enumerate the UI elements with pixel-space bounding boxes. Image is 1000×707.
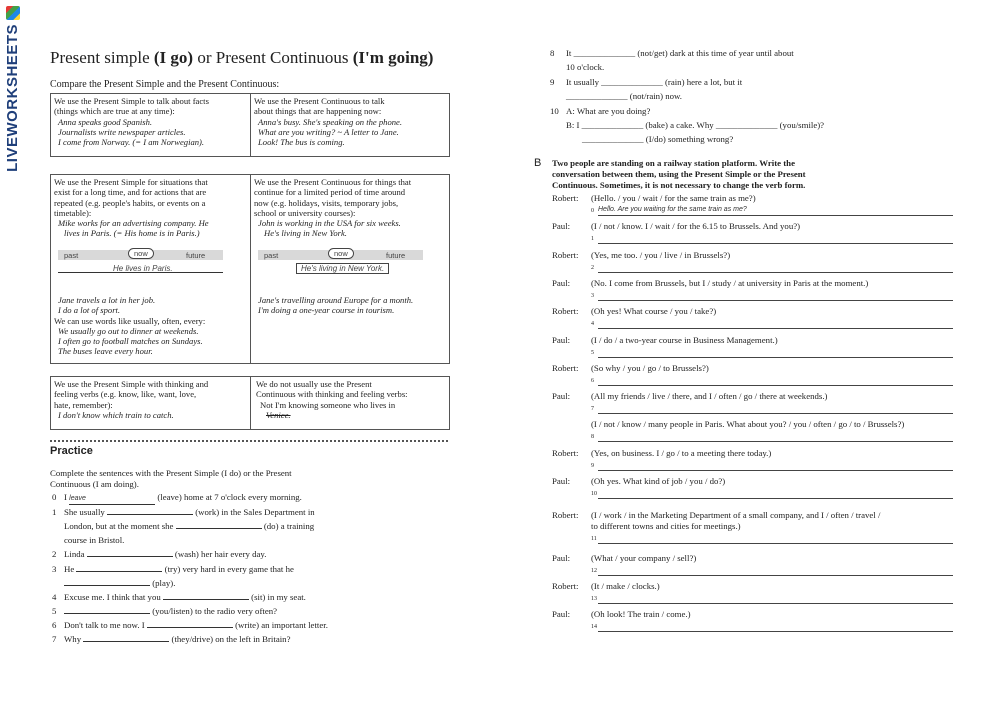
dialogue-cue — [591, 553, 951, 564]
exercise-a-item — [52, 606, 364, 617]
answer-number: 12 — [591, 568, 597, 574]
speaker-label: Paul: — [552, 278, 571, 288]
dialogue-cue — [591, 581, 951, 592]
exercise-a-instructions: Complete the sentences with the Present Simple (I do) or the Present Continuous (I am doing). — [50, 468, 292, 489]
box3-left: We use the Present Simple with thinking and feeling verbs (e.g. know, like, want, love, hate, remember): I don't know which train to catch. — [54, 379, 209, 420]
answer-blank[interactable] — [107, 514, 193, 515]
dialogue-cue — [591, 476, 951, 487]
cue-text: (Oh yes! What course / you / take?) — [591, 306, 717, 316]
dialogue-cue — [591, 391, 951, 402]
speaker-label: Paul: — [552, 335, 571, 345]
answer-number: 6 — [591, 378, 594, 384]
exercise-a-item — [566, 62, 946, 73]
answer-line[interactable] — [598, 566, 953, 576]
timeline-right: past now future He's living in New York. — [258, 248, 428, 280]
answer-line[interactable] — [598, 622, 953, 632]
item-text: (leave) home at 7 o'clock every morning. — [155, 492, 302, 502]
speaker-label: Robert: — [552, 448, 579, 458]
speaker-label: Robert: — [552, 250, 579, 260]
answer-line[interactable] — [598, 404, 953, 414]
item-number: 9 — [550, 77, 555, 87]
item-text: Don't talk to me now. I — [64, 620, 147, 630]
answer-line[interactable] — [598, 432, 953, 442]
speaker-label: Paul: — [552, 476, 571, 486]
item-number: 4 — [52, 592, 57, 602]
item-text: A: What are you doing? — [566, 106, 651, 116]
item-text: ______________ (I/do) something wrong? — [582, 134, 734, 144]
answer-line[interactable] — [598, 461, 953, 471]
answer-number: 14 — [591, 624, 597, 630]
item-text: 10 o'clock. — [566, 62, 605, 72]
dialogue-cue — [591, 250, 951, 261]
cue-text: (I / not / know. I / wait / for the 6.15 to Brussels. And you?) — [591, 221, 801, 231]
item-text: Excuse me. I think that you — [64, 592, 163, 602]
dialogue-cue — [591, 363, 951, 374]
item-number: 1 — [52, 507, 57, 517]
answer-blank[interactable] — [147, 627, 233, 628]
answer-blank[interactable] — [64, 613, 150, 614]
answer-line[interactable] — [598, 319, 953, 329]
brand-name: LIVEWORKSHEETS — [4, 24, 21, 172]
dialogue-cue — [591, 609, 951, 620]
dialogue-cue — [591, 335, 951, 346]
answer-number: 9 — [591, 463, 594, 469]
exercise-a-item — [550, 106, 946, 117]
cue-text: (Oh yes. What kind of job / you / do?) — [591, 476, 726, 486]
answer-line[interactable] — [598, 234, 953, 244]
item-text: London, but at the moment she — [64, 521, 176, 531]
dialogue-cue — [591, 419, 951, 430]
cue-text: (All my friends / live / there, and I / often / go / there at weekends.) — [591, 391, 828, 401]
liveworksheets-logo — [4, 6, 24, 206]
answer-number: 3 — [591, 293, 594, 299]
answer-line[interactable] — [598, 594, 953, 604]
speaker-label: Paul: — [552, 221, 571, 231]
answer-blank[interactable] — [87, 556, 173, 557]
item-text: (sit) in my seat. — [248, 592, 306, 602]
speaker-label: Robert: — [552, 306, 579, 316]
dialogue-cue — [591, 510, 951, 532]
exercise-a-item — [64, 578, 364, 589]
item-text: Linda — [64, 549, 87, 559]
answer-line[interactable] — [598, 263, 953, 273]
item-number: 0 — [52, 492, 57, 502]
cue-text: (Yes, me too. / you / live / in Brussels?) — [591, 250, 731, 260]
item-text: (write) an important letter. — [232, 620, 328, 630]
answer-blank[interactable] — [83, 641, 169, 642]
item-text: (they/drive) on the left in Britain? — [169, 634, 291, 644]
answer-number: 11 — [591, 536, 597, 542]
item-number: 2 — [52, 549, 57, 559]
exercise-a-item — [52, 634, 364, 645]
section-b-letter: B — [534, 157, 542, 169]
item-number: 10 — [550, 106, 559, 116]
speaker-label: Robert: — [552, 581, 579, 591]
speaker-label: Paul: — [552, 609, 571, 619]
item-text: (try) very hard in every game that he — [162, 564, 294, 574]
answer-number: 0 — [591, 208, 594, 214]
cue-text: (What / your company / sell?) — [591, 553, 697, 563]
item-number: 7 — [52, 634, 57, 644]
page-title: Present simple (I go) or Present Continuous (I'm going) — [50, 48, 434, 67]
compare-subtitle: Compare the Present Simple and the Present Continuous: — [50, 79, 280, 90]
speaker-label: Paul: — [552, 553, 571, 563]
answer-line[interactable] — [598, 376, 953, 386]
item-text: (work) in the Sales Department in — [193, 507, 315, 517]
box3-right: We do not usually use the Present Continuous with thinking and feeling verbs: Not I'm knowing someone who lives in Venice. — [256, 379, 408, 420]
answer-number: 1 — [591, 236, 594, 242]
cue-text: (I / work / in the Marketing Department of a small company, and I / often / travel / — [591, 510, 881, 520]
cue-text: to different towns and cities for meetings.) — [591, 521, 741, 531]
exercise-a-item — [566, 120, 946, 131]
answer-blank[interactable] — [176, 528, 262, 529]
cue-text: (I / not / know / many people in Paris. What about you? / you / often / go / to / Brussels?) — [591, 419, 905, 429]
cue-text: (Yes, on business. I / go / to a meeting there today.) — [591, 448, 772, 458]
exercise-a-item — [550, 77, 946, 88]
box1-left: We use the Present Simple to talk about facts (things which are true at any time): Anna speaks good Spanish. Journalists write newspaper articles. I come from Norway. (= I am Norwegian). — [54, 96, 209, 148]
answer-line[interactable] — [598, 348, 953, 358]
exercise-a-item — [52, 592, 364, 603]
item-number: 5 — [52, 606, 57, 616]
answer-line[interactable] — [598, 489, 953, 499]
box2-right: We use the Present Continuous for things that continue for a limited period of time around now (e.g. holidays, visits, temporary jobs, school or university courses): John is working in the USA for six weeks. He's living in New York. — [254, 177, 412, 239]
item-text: It usually ______________ (rain) here a lot, but it — [566, 77, 743, 87]
item-text: (you/listen) to the radio very often? — [150, 606, 278, 616]
answer-number: 13 — [591, 596, 597, 602]
item-number: 6 — [52, 620, 57, 630]
answer-number: 8 — [591, 434, 594, 440]
exercise-a-item — [52, 507, 364, 518]
cue-text: (I / do / a two-year course in Business Management.) — [591, 335, 778, 345]
exercise-a-item — [550, 48, 946, 59]
item-text: She usually — [64, 507, 108, 517]
speaker-label: Paul: — [552, 391, 571, 401]
item-number: 8 — [550, 48, 555, 58]
item-text: ______________ (not/rain) now. — [566, 91, 682, 101]
answer-number: 10 — [591, 491, 597, 497]
dialogue-cue — [591, 448, 951, 459]
timeline-left: past now future He lives in Paris. — [58, 248, 228, 280]
item-text: I — [64, 492, 70, 502]
item-text: (do) a training — [261, 521, 315, 531]
item-text: B: I ______________ (bake) a cake. Why ______________ (you/smile)? — [566, 120, 825, 130]
section-b-instructions: Two people are standing on a railway station platform. Write the conversation between them, using the Present Simple or the Present Continuous. Sometimes, it is not necessary to change the verb form. — [552, 158, 806, 190]
speaker-label: Robert: — [552, 193, 579, 203]
answer-line[interactable] — [598, 291, 953, 301]
exercise-a-item — [52, 564, 364, 575]
answer-number: 2 — [591, 265, 594, 271]
item-text: It ______________ (not/get) dark at this time of year until about — [566, 48, 794, 58]
answer-number: 4 — [591, 321, 594, 327]
dialogue-cue — [591, 278, 951, 289]
item-text: course in Bristol. — [64, 535, 125, 545]
dialogue-cue — [591, 193, 951, 204]
box1-right: We use the Present Continuous to talk about things that are happening now: Anna's busy. She's speaking on the phone. What are you writing? ~ A letter to Jane. Look! The bus is coming. — [254, 96, 403, 148]
cue-text: (It / make / clocks.) — [591, 581, 660, 591]
item-text: He — [64, 564, 77, 574]
answer-blank[interactable] — [163, 599, 249, 600]
logo-icon — [6, 6, 20, 20]
speaker-label: Robert: — [552, 363, 579, 373]
item-text: Why — [64, 634, 84, 644]
answer-blank[interactable] — [64, 585, 150, 586]
box2-left: We use the Present Simple for situations that exist for a long time, and for actions that are repeated (e.g. people's habits, or events on a timetable): Mike works for an advertising company. He lives in Paris. (= His home is in Paris.) — [54, 177, 209, 239]
exercise-a-item — [566, 134, 946, 145]
speaker-label: Robert: — [552, 510, 579, 520]
exercise-a-item — [64, 535, 364, 546]
exercise-a-item — [52, 549, 364, 560]
cue-text: (No. I come from Brussels, but I / study / at university in Paris at the moment.) — [591, 278, 869, 288]
box2-right-examples: Jane's travelling around Europe for a month. I'm doing a one-year course in tourism. — [258, 295, 414, 316]
item-text: (play). — [150, 578, 176, 588]
cue-text: (So why / you / go / to Brussels?) — [591, 363, 709, 373]
answer-blank[interactable]: leave — [69, 493, 155, 505]
answer-line[interactable]: Hello. Are you waiting for the same train as me? — [598, 206, 953, 216]
cue-text: (Oh look! The train / come.) — [591, 609, 691, 619]
answer-line[interactable] — [598, 534, 953, 544]
cue-text: (Hello. / you / wait / for the same train as me?) — [591, 193, 756, 203]
item-text: (wash) her hair every day. — [172, 549, 267, 559]
practice-heading: Practice — [50, 445, 93, 457]
dialogue-cue — [591, 221, 951, 232]
section-divider — [50, 440, 448, 442]
exercise-a-item — [52, 620, 364, 631]
exercise-a-item — [52, 492, 364, 505]
exercise-a-item — [566, 91, 946, 102]
dialogue-cue — [591, 306, 951, 317]
answer-number: 5 — [591, 350, 594, 356]
answer-blank[interactable] — [76, 571, 162, 572]
box2-left-examples: Jane travels a lot in her job. I do a lot of sport. We can use words like usually, often, every: We usually go out to dinner at weekends. I often go to football matches on Sundays. The buses leave every hour. — [54, 295, 206, 357]
exercise-a-item — [64, 521, 364, 532]
answer-number: 7 — [591, 406, 594, 412]
item-number: 3 — [52, 564, 57, 574]
